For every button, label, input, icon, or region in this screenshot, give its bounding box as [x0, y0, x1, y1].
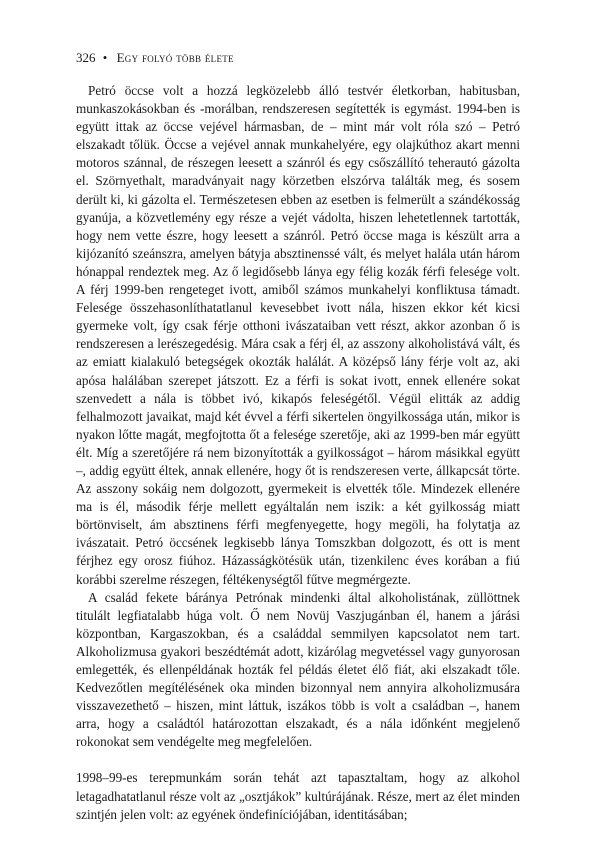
- body-text: [76, 82, 520, 824]
- page-number: 326: [76, 50, 96, 65]
- paragraph: A család fekete báránya Petrónak mindenki által alkoholistának, züllöttnek titulált legfiatalabb húga volt. Ő nem Novüj Vaszjugánban él, hanem a járási központban, Kargaszokban, és a családdal semmilyen kapcsolatot nem tart. Alkoholizmusa gyakori beszédtémát adott, kizárólag megvetéssel vagy gunyorosan emlegették, és ellenpéldának hozták fel példás életet élő fiát, aki elszakadt tőle. Kedvezőtlen megítélésének oka minden bizonnyal nem annyira alkoholizmusára visszavezethető – hiszen, mint láttuk, iszákos több is volt a családban –, hanem arra, hogy a családtól határozottan elszakadt, és a nála időnként megjelenő rokonokat sem vendégelte meg megfelelően.: [76, 589, 520, 750]
- bullet-separator: •: [102, 50, 108, 65]
- paragraph: Petró öccse volt a hozzá legközelebb álló testvér életkorban, habitusban, munkaszokásokban és -morálban, rendszeresen segítették is egymást. 1994-ben is együtt ittak az öccse vejével hármasban, de – mint már volt róla szó – Petró elszakadt tőlük. Öccse a vejével annak munkahelyére, egy olajkúthoz akart menni motoros szánnal, de részegen leesett a szánról és egy csőszállító teherautó gázolta el. Szörnyethalt, maradványait nagy körzetben elszórva találták meg, és sosem derült ki, ki gázolta el. Természetesen ebben az esetben is felmerült a szándékosság gyanúja, a közvetlemény egy része a vejét vádolta, hiszen lehetetlennek tartották, hogy nem vette észre, hogy leesett a szánról. Petró öccse maga is készült arra a kijózanító szeánszra, amelyen bátyja absztinenssé vált, és melyet halála után három hónappal rendeztek meg. Az ő legidősebb lánya egy félig kozák férfi felesége volt. A férj 1999-ben rengeteget ivott, amiből számos munkahelyi konfliktusa támadt. Felesége összehasonlíthatatlanul kevesebbet ivott nála, hiszen ekkor két kicsi gyermeke volt, így csak férje otthoni ivászataiban vett részt, akkor azonban ő is rendszeresen a lerészegedésig. Mára csak a férj él, az asszony alkoholistává vált, és az emiatt kialakuló betegségek okozták halálát. A középső lány férje volt az, aki apósa halálában szerepet játszott. Ez a férfi is sokat ivott, ennek ellenére sokat szenvedett a nála is többet ivó, kikapós feleségétől. Végül elitták az addig felhalmozott javaikat, majd két évvel a férfi sikertelen öngyilkossága után, mikor is nyakon lőtte magát, megfojtotta őt a felesége szeretője, aki az 1999-ben már együtt élt. Míg a szeretőjére rá nem bizonyították a gyilkosságot – három másikkal együtt –, addig együtt éltek, annak ellenére, hogy őt is rendszeresen verte, állkapcsát törte. Az asszony sokáig nem dolgozott, gyermekeit is elvették tőle. Mindezek ellenére ma is él, második férje mellett egyáltalán nem iszik: a két gyilkosság miatt börtönviselt, ám absztinens férfi megfenyegette, hogy megöli, ha folytatja az ivászatait. Petró öccsének legkisebb lánya Tomszkban dolgozott, és ott is ment férjhez egy orosz fiúhoz. Házasságkötésük után, tizenkilenc éves korában a fiú korábbi szerelme részegen, féltékenységtől fűtve megmérgezte.: [76, 83, 520, 587]
- book-title: Egy folyó több élete: [116, 50, 234, 65]
- book-page: [76, 50, 520, 824]
- running-head: [76, 50, 520, 66]
- paragraph: 1998–99-es terepmunkám során tehát azt tapasztaltam, hogy az alkohol letagadhatatlanul része volt az „osztjákok” kultúrájának. Része, mert az élet minden szintjén jelen volt: az egyének öndefiníciójában, identitásában;: [76, 770, 520, 822]
